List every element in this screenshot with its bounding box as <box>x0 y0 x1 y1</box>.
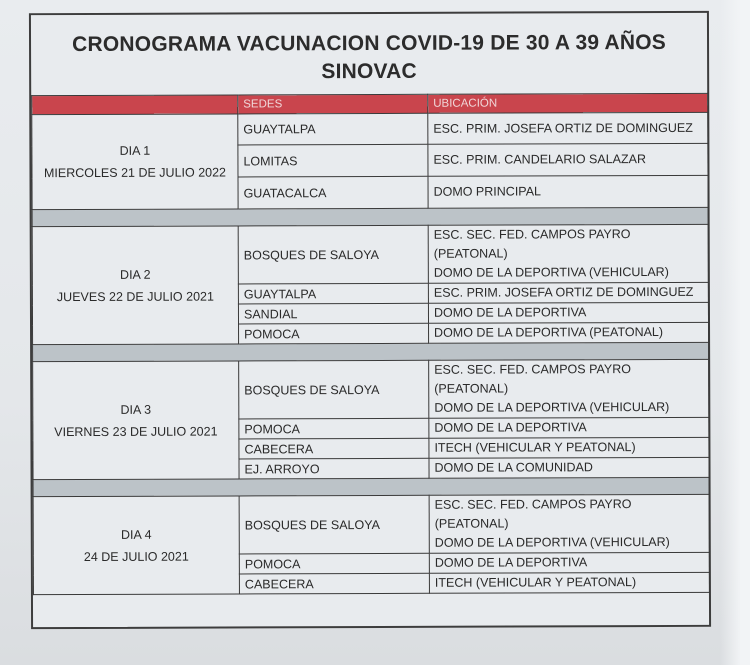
ubicacion-cell <box>429 417 709 438</box>
ubicacion-cell <box>429 322 709 343</box>
sede-cell: BOSQUES DE SALOYA <box>239 360 429 419</box>
photo-edge <box>720 0 750 665</box>
ubicacion-line: (PEATONAL) <box>433 246 508 261</box>
day-cell <box>33 496 239 595</box>
sede-cell: GUAYTALPA <box>238 113 428 145</box>
table-row <box>32 112 708 145</box>
header-row <box>32 93 708 114</box>
ubicacion-line: DOMO DE LA COMUNIDAD <box>434 460 593 475</box>
sede-cell: GUAYTALPA <box>238 283 428 304</box>
ubicacion-line: (PEATONAL) <box>434 516 509 531</box>
day-date: JUEVES 22 DE JULIO 2021 <box>56 289 214 304</box>
ubicacion-line: DOMO DE LA DEPORTIVA <box>434 420 587 435</box>
table-row <box>33 359 709 419</box>
sede-cell: BOSQUES DE SALOYA <box>239 495 429 554</box>
sede-cell: GUATACALCA <box>238 176 428 209</box>
schedule-body <box>32 112 710 594</box>
day-label: DIA 4 <box>120 527 152 542</box>
day-label: DIA 1 <box>119 143 151 158</box>
ubicacion-line: DOMO DE LA DEPORTIVA <box>433 305 587 320</box>
document-title: CRONOGRAMA VACUNACION COVID-19 DE 30 A 39 AÑOS <box>72 30 666 57</box>
sede-cell: LOMITAS <box>238 144 428 177</box>
header-day-blank <box>32 95 238 115</box>
ubicacion-cell <box>429 437 709 458</box>
ubicacion-line: ESC. PRIM. JOSEFA ORTIZ DE DOMINGUEZ <box>433 284 694 300</box>
ubicacion-line: ESC. SEC. FED. CAMPOS PAYRO <box>434 362 631 377</box>
schedule-table <box>31 93 710 595</box>
ubicacion-cell <box>429 572 709 593</box>
ubicacion-cell <box>428 175 708 208</box>
ubicacion-cell <box>429 457 709 478</box>
ubicacion-cell <box>429 494 709 553</box>
day-cell <box>32 114 238 210</box>
day-label: DIA 3 <box>120 402 152 417</box>
day-date: 24 DE JULIO 2021 <box>83 549 189 564</box>
ubicacion-cell <box>428 302 708 323</box>
ubicacion-line: ITECH (VEHICULAR Y PEATONAL) <box>434 440 636 455</box>
sede-cell: POMOCA <box>239 323 429 344</box>
header-sedes: SEDES <box>238 94 428 114</box>
header-ubicacion: UBICACIÓN <box>428 93 708 113</box>
sede-cell: CABECERA <box>239 438 429 459</box>
ubicacion-line: DOMO DE LA DEPORTIVA (VEHICULAR) <box>434 399 670 415</box>
sede-cell: POMOCA <box>239 418 429 439</box>
ubicacion-line: DOMO DE LA DEPORTIVA (VEHICULAR) <box>433 264 669 280</box>
ubicacion-line: ESC. SEC. FED. CAMPOS PAYRO <box>434 497 632 512</box>
schedule-frame <box>29 11 711 629</box>
day-cell <box>32 226 238 345</box>
day-label: DIA 2 <box>120 267 151 282</box>
ubicacion-line: ESC. PRIM. JOSEFA ORTIZ DE DOMINGUEZ <box>433 120 693 136</box>
ubicacion-cell <box>429 552 709 573</box>
vaccine-name: SINOVAC <box>321 59 417 84</box>
ubicacion-line: ESC. SEC. FED. CAMPOS PAYRO <box>433 227 631 242</box>
ubicacion-cell <box>428 143 708 176</box>
ubicacion-cell <box>428 282 708 303</box>
sede-cell: EJ. ARROYO <box>239 458 429 479</box>
sede-cell: SANDIAL <box>238 303 428 324</box>
sede-cell: CABECERA <box>239 573 429 594</box>
ubicacion-line: DOMO DE LA DEPORTIVA (PEATONAL) <box>434 324 664 340</box>
day-date: MIERCOLES 21 DE JULIO 2022 <box>43 165 227 181</box>
ubicacion-line: DOMO DE LA DEPORTIVA <box>434 555 588 570</box>
ubicacion-line: (PEATONAL) <box>434 381 509 396</box>
ubicacion-cell <box>429 359 709 418</box>
ubicacion-line: ITECH (VEHICULAR Y PEATONAL) <box>434 575 637 590</box>
ubicacion-line: ESC. PRIM. CANDELARIO SALAZAR <box>433 152 647 167</box>
table-row <box>33 494 709 554</box>
table-row <box>32 224 708 284</box>
ubicacion-cell <box>428 224 708 283</box>
ubicacion-line: DOMO PRINCIPAL <box>433 184 541 199</box>
day-cell <box>33 361 239 480</box>
ubicacion-line: DOMO DE LA DEPORTIVA (VEHICULAR) <box>434 534 670 550</box>
sede-cell: POMOCA <box>239 553 429 574</box>
ubicacion-cell <box>428 112 708 144</box>
day-date: VIERNES 23 DE JULIO 2021 <box>54 424 218 439</box>
sede-cell: BOSQUES DE SALOYA <box>238 225 428 284</box>
